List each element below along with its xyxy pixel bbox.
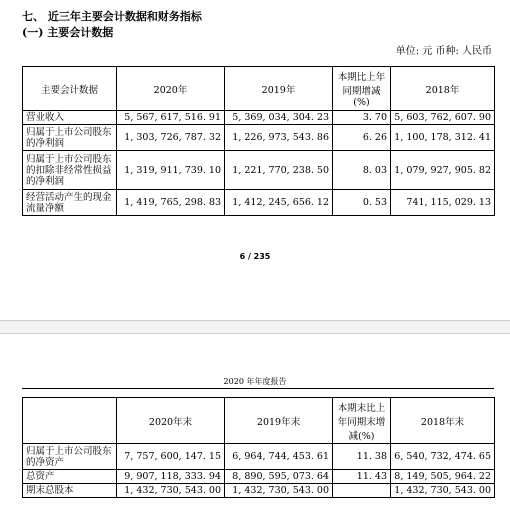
row-label: 期末总股本 [23, 484, 117, 498]
cell-change: 11. 38 [333, 444, 391, 470]
page-break [0, 320, 510, 334]
column-header: 2018年末 [391, 398, 495, 444]
unit-currency-note: 单位: 元 币种: 人民币 [395, 46, 492, 57]
cell-value: 7, 757, 600, 147. 15 [117, 444, 225, 470]
table-row [23, 151, 495, 190]
cell-value: 1, 303, 726, 787. 32 [117, 125, 225, 151]
cell-value: 1, 419, 765, 298. 83 [117, 190, 225, 216]
section-subtitle: (一) 主要会计数据 [22, 26, 114, 39]
table-header-row [23, 67, 495, 111]
cell-value: 1, 412, 245, 656. 12 [225, 190, 333, 216]
table-row [23, 444, 495, 470]
cell-value: 1, 432, 730, 543. 00 [225, 484, 333, 498]
cell-value: 5, 603, 762, 607. 90 [391, 111, 495, 125]
cell-value: 1, 221, 770, 238. 50 [225, 151, 333, 190]
row-label: 归属于上市公司股东的净利润 [23, 125, 117, 151]
column-header: 2020年末 [117, 398, 225, 444]
column-header: 2019年末 [225, 398, 333, 444]
cell-value: 8, 149, 505, 964. 22 [391, 470, 495, 484]
main-accounting-data-table [22, 66, 495, 216]
table-row [23, 470, 495, 484]
cell-value: 5, 369, 034, 304. 23 [225, 111, 333, 125]
cell-value: 9, 907, 118, 333. 94 [117, 470, 225, 484]
column-header: 本期末比上年同期末增减(%) [333, 398, 391, 444]
table-row [23, 125, 495, 151]
cell-change: 6. 26 [333, 125, 391, 151]
cell-value: 5, 567, 617, 516. 91 [117, 111, 225, 125]
section-title: 七、 近三年主要会计数据和财务指标 [22, 10, 202, 23]
column-header: 2018年 [391, 67, 495, 111]
column-header: 2020年 [117, 67, 225, 111]
cell-value: 1, 319, 911, 739. 10 [117, 151, 225, 190]
table-header-row [23, 398, 495, 444]
cell-change: 11. 43 [333, 470, 391, 484]
cell-value: 1, 079, 927, 905. 82 [391, 151, 495, 190]
row-label: 总资产 [23, 470, 117, 484]
column-header: 本期比上年同期增减(%) [333, 67, 391, 111]
cell-value: 741, 115, 029. 13 [391, 190, 495, 216]
cell-value: 6, 540, 732, 474. 65 [391, 444, 495, 470]
cell-change: 8. 03 [333, 151, 391, 190]
column-header: 2019年 [225, 67, 333, 111]
table-row [23, 190, 495, 216]
column-header [23, 398, 117, 444]
table-row [23, 111, 495, 125]
cell-change: 3. 70 [333, 111, 391, 125]
cell-change: 0. 53 [333, 190, 391, 216]
header-rule [22, 388, 494, 389]
cell-value: 1, 226, 973, 543. 86 [225, 125, 333, 151]
table-row [23, 484, 495, 498]
row-label: 归属于上市公司股东的扣除非经常性损益的净利润 [23, 151, 117, 190]
cell-change [333, 484, 391, 498]
report-page-7 [0, 334, 510, 508]
cell-value: 1, 432, 730, 543. 00 [117, 484, 225, 498]
cell-value: 6, 964, 744, 453. 61 [225, 444, 333, 470]
row-label: 归属于上市公司股东的净资产 [23, 444, 117, 470]
report-header: 2020 年年度报告 [223, 377, 287, 386]
row-label: 营业收入 [23, 111, 117, 125]
cell-value: 1, 432, 730, 543. 00 [391, 484, 495, 498]
year-end-data-table [22, 397, 495, 498]
cell-value: 8, 890, 595, 073. 64 [225, 470, 333, 484]
column-header: 主要会计数据 [23, 67, 117, 111]
cell-value: 1, 100, 178, 312. 41 [391, 125, 495, 151]
row-label: 经营活动产生的现金流量净额 [23, 190, 117, 216]
page-number: 6 / 235 [239, 252, 271, 261]
